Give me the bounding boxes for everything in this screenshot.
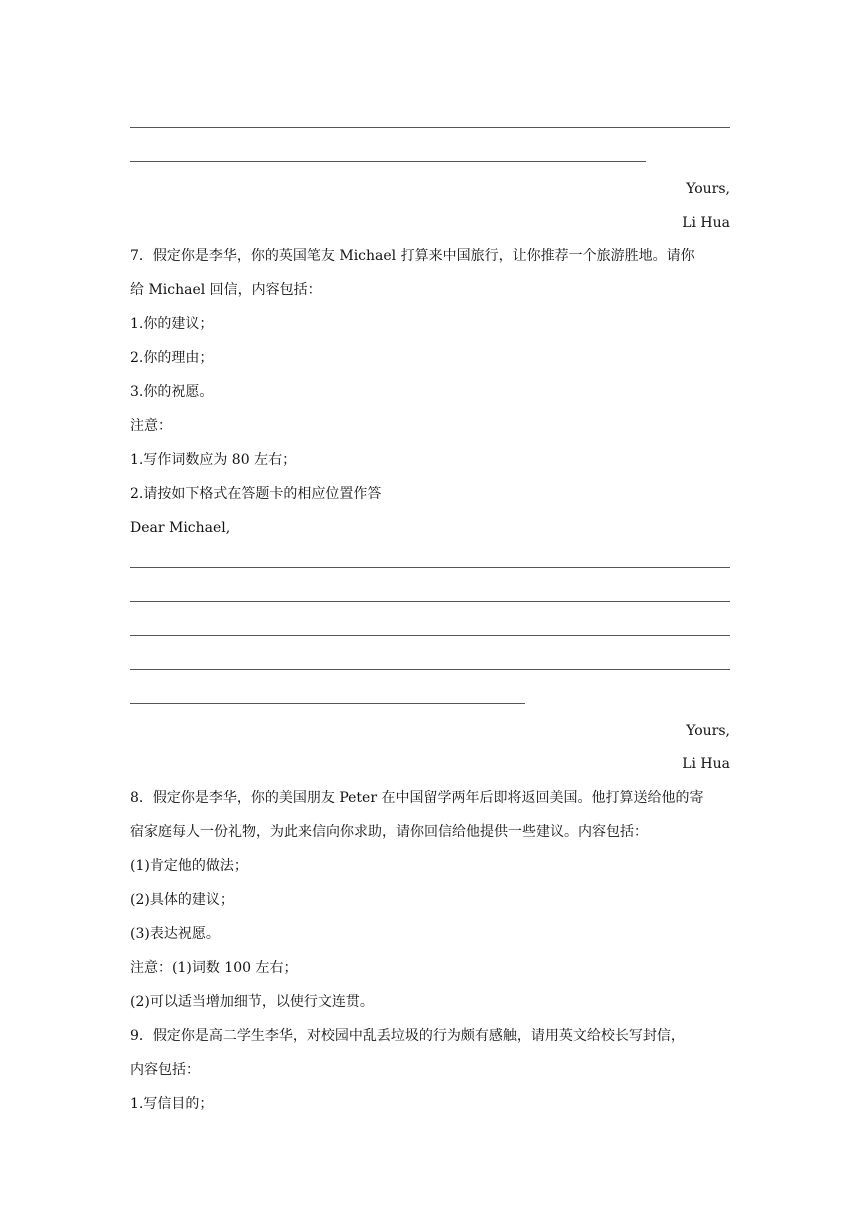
answer-line (130, 601, 730, 602)
q7-point2: 2.你的理由； (130, 350, 214, 366)
q8-point3: (3)表达祝愿。 (130, 926, 220, 942)
q7-prompt-line2: 给 Michael 回信，内容包括： (130, 282, 322, 298)
q9-prompt-line1: 9．假定你是高二学生李华，对校园中乱丢垃圾的行为颇有感触，请用英文给校长写封信， (130, 1028, 685, 1044)
q9-point1: 1.写信目的； (130, 1096, 214, 1112)
closing-name: Li Hua (682, 215, 730, 231)
q9-prompt-line2: 内容包括： (130, 1062, 200, 1078)
q8-note2: (2)可以适当增加细节，以使行文连贯。 (130, 994, 374, 1010)
q7-note-label: 注意： (130, 418, 172, 434)
q7-point3: 3.你的祝愿。 (130, 384, 214, 400)
answer-line (130, 161, 646, 162)
q8-point1: (1)肯定他的做法； (130, 858, 248, 874)
q7-point1: 1.你的建议； (130, 316, 214, 332)
q7-closing-yours: Yours, (686, 723, 730, 739)
q7-closing-name: Li Hua (682, 756, 730, 772)
q7-prompt-line1: 7．假定你是李华，你的英国笔友 Michael 打算来中国旅行，让你推荐一个旅游胜地。请你 (130, 248, 695, 264)
q8-prompt-line1: 8．假定你是李华，你的美国朋友 Peter 在中国留学两年后即将返回美国。他打算送给他的寄 (130, 790, 704, 806)
answer-line (130, 635, 730, 636)
q8-note1: 注意：(1)词数 100 左右； (130, 960, 298, 976)
answer-line (130, 567, 730, 568)
answer-line (130, 703, 525, 704)
q8-point2: (2)具体的建议； (130, 892, 234, 908)
q7-salutation: Dear Michael, (130, 520, 231, 536)
q7-note1: 1.写作词数应为 80 左右； (130, 452, 297, 468)
q8-prompt-line2: 宿家庭每人一份礼物，为此来信向你求助，请你回信给他提供一些建议。内容包括： (130, 824, 648, 840)
answer-line (130, 127, 730, 128)
closing-yours: Yours, (686, 181, 730, 197)
answer-line (130, 669, 730, 670)
q7-note2: 2.请按如下格式在答题卡的相应位置作答 (130, 486, 382, 502)
